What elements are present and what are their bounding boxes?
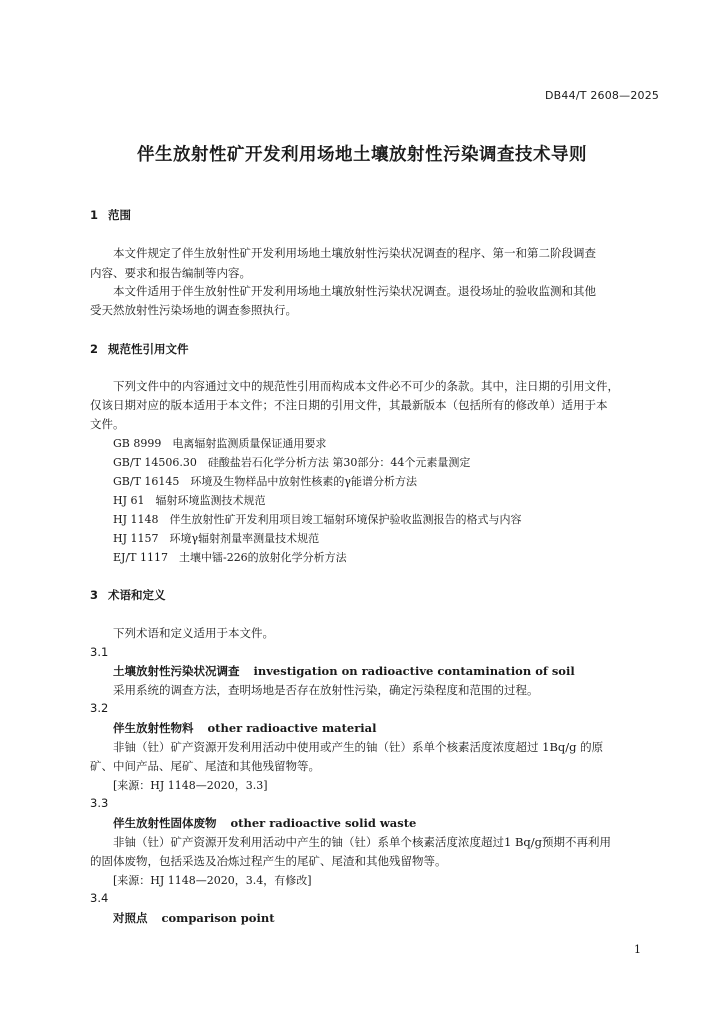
term-source: [来源：HJ 1148—2020，3.4，有修改] [113,874,312,887]
term-definition-line-1: 非铀（钍）矿产资源开发利用活动中使用或产生的铀（钍）系单个核素活度浓度超过 1Bq/g 的原 [113,740,604,754]
term-chinese: 伴生放射性物料 [113,721,194,735]
reference-item: HJ 61 辐射环境监测技术规范 [113,494,266,507]
term-english: other radioactive solid waste [230,816,417,830]
term-english: other radioactive material [207,721,377,735]
section-1-number: 1 [90,208,99,222]
term-number: 3.2 [90,701,109,715]
section-2-paragraph-line-3: 文件。 [90,417,125,431]
term-chinese: 伴生放射性固体废物 [113,816,217,830]
document-code: DB44/T 2608—2025 [545,89,660,102]
section-1-paragraph-2-line-2: 受天然放射性污染场地的调查参照执行。 [90,303,297,317]
term-number: 3.3 [90,796,109,810]
reference-item: HJ 1157 环境γ辐射剂量率测量技术规范 [113,532,320,545]
section-1-paragraph-2-line-1: 本文件适用于伴生放射性矿开发利用场地土壤放射性污染状况调查。退役场址的验收监测和其他 [113,284,596,298]
section-2-paragraph-line-2: 仅该日期对应的版本适用于本文件；不注日期的引用文件，其最新版本（包括所有的修改单）适用于本 [90,398,608,412]
section-1-title: 范围 [108,208,131,222]
term-chinese: 土壤放射性污染状况调查 [113,664,240,678]
section-3-intro: 下列术语和定义适用于本文件。 [113,626,274,640]
term-number: 3.4 [90,891,109,905]
section-1-paragraph-1-line-2: 内容、要求和报告编制等内容。 [90,266,251,280]
term-heading [113,815,416,831]
reference-item: EJ/T 1117 土壤中镭-226的放射化学分析方法 [113,551,347,564]
section-3-number: 3 [90,588,99,602]
term-number: 3.1 [90,645,109,659]
term-heading [113,910,275,926]
section-2-heading [90,341,189,357]
term-heading [113,720,376,736]
page-number: 1 [634,943,641,956]
term-english: comparison point [161,911,275,925]
reference-item: GB 8999 电离辐射监测质量保证通用要求 [113,437,327,450]
term-definition-line-2: 的固体废物，包括采选及冶炼过程产生的尾矿、尾渣和其他残留物等。 [90,854,447,868]
reference-item: GB/T 16145 环境及生物样品中放射性核素的γ能谱分析方法 [113,475,417,488]
term-heading [113,663,575,679]
term-definition: 采用系统的调查方法，查明场地是否存在放射性污染，确定污染程度和范围的过程。 [113,683,539,697]
section-2-title: 规范性引用文件 [108,342,189,356]
section-3-heading [90,587,166,603]
reference-item: HJ 1148 伴生放射性矿开发利用项目竣工辐射环境保护验收监测报告的格式与内容 [113,513,522,526]
term-english: investigation on radioactive contamination of soil [253,664,575,678]
section-1-heading [90,207,131,223]
section-1-paragraph-1-line-1: 本文件规定了伴生放射性矿开发利用场地土壤放射性污染状况调查的程序、第一和第二阶段调查 [113,246,596,260]
section-3-title: 术语和定义 [108,588,166,602]
document-title: 伴生放射性矿开发利用场地土壤放射性污染调查技术导则 [137,145,587,165]
section-2-number: 2 [90,342,99,356]
section-2-paragraph-line-1: 下列文件中的内容通过文中的规范性引用而构成本文件必不可少的条款。其中，注日期的引用文件， [113,379,619,393]
term-source: [来源：HJ 1148—2020，3.3] [113,779,268,792]
term-definition-line-2: 矿、中间产品、尾矿、尾渣和其他残留物等。 [90,759,320,773]
term-chinese: 对照点 [113,911,148,925]
reference-item: GB/T 14506.30 硅酸盐岩石化学分析方法 第30部分：44个元素量测定 [113,456,471,469]
term-definition-line-1: 非铀（钍）矿产资源开发利用活动中产生的铀（钍）系单个核素活度浓度超过1 Bq/g预期不再利用 [113,835,612,849]
